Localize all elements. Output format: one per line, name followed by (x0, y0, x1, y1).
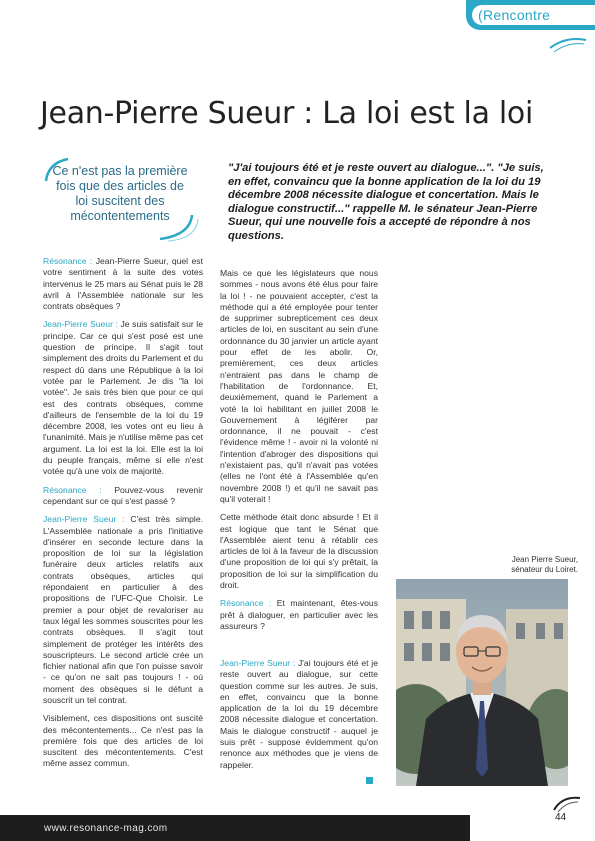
speaker-label: Jean-Pierre Sueur : (43, 514, 125, 525)
speaker-label: Résonance : (43, 484, 102, 495)
paragraph-text: Jean-Pierre Sueur, quel est votre sentiment à la suite des votes intervenus le 25 mars au Sénat puis le 28 avril à l'Assemblée nationale sur les contrats obsèques ? (43, 256, 203, 312)
photo-caption (478, 555, 578, 575)
article-title: Jean-Pierre Sueur : La loi est la loi (40, 96, 534, 131)
intro-paragraph: "J'ai toujours été et je reste ouvert au dialogue...". "Je suis, en effet, convaincu que la bonne application de la loi du 19 décembre 2008 nécessite dialogue et concertation. Mais le dialogue constructif..." rappelle M. le sénateur Jean-Pierre Sueur, qui une nouvelle fois a accepté de répondre à nos questions. (228, 162, 544, 242)
swoosh-decoration (552, 794, 582, 814)
paragraph (43, 256, 203, 312)
paragraph (220, 512, 378, 591)
speaker-label: Résonance : (43, 256, 93, 266)
pull-quote: Ce n'est pas la première fois que des articles de loi suscitent des mécontentements (52, 164, 188, 223)
paragraph-text: Mais ce que les législateurs que nous sommes - nous avons été élus pour faire la loi ! - ne pouvaient accepter, c'est la méthode qui a été employée pour tenter de supprimer subrepticement ces deux articles de loi, en suscitant au sein d'une ordonnance du 30 janvier un article ayant pour effet de les abolir. Or, premièrement, ces deux articles n'entraient pas dans le champ de l'habilitation de l'ordonnance. Et, deuxièmement, quand le Parlement a voté la loi habilitant en juillet 2008 le Gouvernement à légiférer par ordonnance, il ne pouvait - c'est l'évidence même ! - avoir ni la volonté ni l'intention d'abroger des dispositions qui n'existaient pas, qu'il n'avait pas votées (elles ne l'ont été à l'Assemblée qu'en novembre 2008 !) et qu'il ne savait pas qu'il voterait ! (220, 268, 378, 504)
article-column-1 (43, 256, 203, 777)
end-of-article-mark (366, 777, 373, 784)
swoosh-decoration (548, 34, 588, 54)
paragraph-text: Et maintenant, êtes-vous prêt à dialoguer, en particulier avec les assureurs ? (220, 598, 378, 631)
portrait-photo (396, 579, 568, 786)
speaker-label: Jean-Pierre Sueur : (43, 319, 118, 330)
portrait-illustration (396, 579, 568, 786)
paragraph (43, 485, 203, 508)
page-number: 44 (555, 812, 567, 823)
paragraph (220, 658, 378, 771)
paragraph-text: Je suis satisfait sur le principe. Car ce qui s'est posé est une question de principe. Il s'agit tout simplement des droits du Parlement et du respect dû dans une République à la loi votée par le Parlement. Je dis "la loi votée". Je sais très bien que pour ce qui est des contrats obsèques, comme d'ailleurs de l'ensemble de la loi du 19 décembre 2008, les votes ont eu lieu à l'unanimité. Mais je n'utilise même pas cet argument. La loi est la loi. Elle est la loi du peuple français, même si elle n'est votée qu'à une voix de majorité. (43, 319, 203, 477)
section-tab (466, 0, 595, 30)
paragraph-text: Cette méthode était donc absurde ! Et il est logique que tant le Sénat que l'Assemblée aient tenu à rétablir ces articles de loi à la faveur de la discussion d'une proposition de loi qui s'y prêtait, la proposition de loi sur la simplification du droit. (220, 512, 378, 591)
paragraph (43, 713, 203, 769)
article-column-2 (220, 268, 378, 639)
paragraph (220, 598, 378, 632)
paragraph-text: J'ai toujours été et je reste ouvert au dialogue, sur cette question comme sur les autres. Je suis, en effet, convaincu que la bonne application de la loi du 19 décembre 2008 nécessite dialogue et concertation. Mais le dialogue constructif - auquel je suis prêt - suppose évidemment qu'on renonce aux méthodes que je viens de rappeler. (220, 658, 378, 770)
article-column-2-lower (220, 658, 378, 778)
paragraph (43, 319, 203, 477)
speaker-label: Résonance : (220, 598, 272, 609)
paragraph-text: C'est très simple. L'Assemblée nationale a pris l'initiative d'insérer en seconde lecture dans la proposition de loi sur la législation funéraire deux articles relatifs aux contrats obsèques, articles qui répondaient en particulier à des propositions de l'UFC-Que Choisir. Le premier a pour objet de revaloriser au taux légal les sommes souscrites pour les contrats obsèques. Il s'agit tout simplement de protéger les intérêts des souscripteurs. Le second article crée un fichier national afin que l'on puisse savoir - ce qu'on ne sait pas toujours ! - où moment des obsèques si le défunt a souscrit un tel contrat. (43, 514, 203, 705)
caption-line: sénateur du Loiret. (511, 565, 578, 574)
paragraph-text: Visiblement, ces dispositions ont suscité des mécontentements... Ce n'est pas la première fois que des articles de loi suscitent des mécontentements. C'est même assez commun. (43, 713, 203, 769)
paragraph-text: Pouvez-vous revenir cependant sur ce qui s'est passé ? (43, 484, 203, 506)
footer-website: www.resonance-mag.com (44, 823, 168, 834)
paragraph (220, 268, 378, 505)
paragraph (43, 514, 203, 706)
section-label: (Rencontre (478, 7, 551, 23)
speaker-label: Jean-Pierre Sueur : (220, 658, 296, 668)
caption-line: Jean Pierre Sueur, (511, 555, 578, 564)
